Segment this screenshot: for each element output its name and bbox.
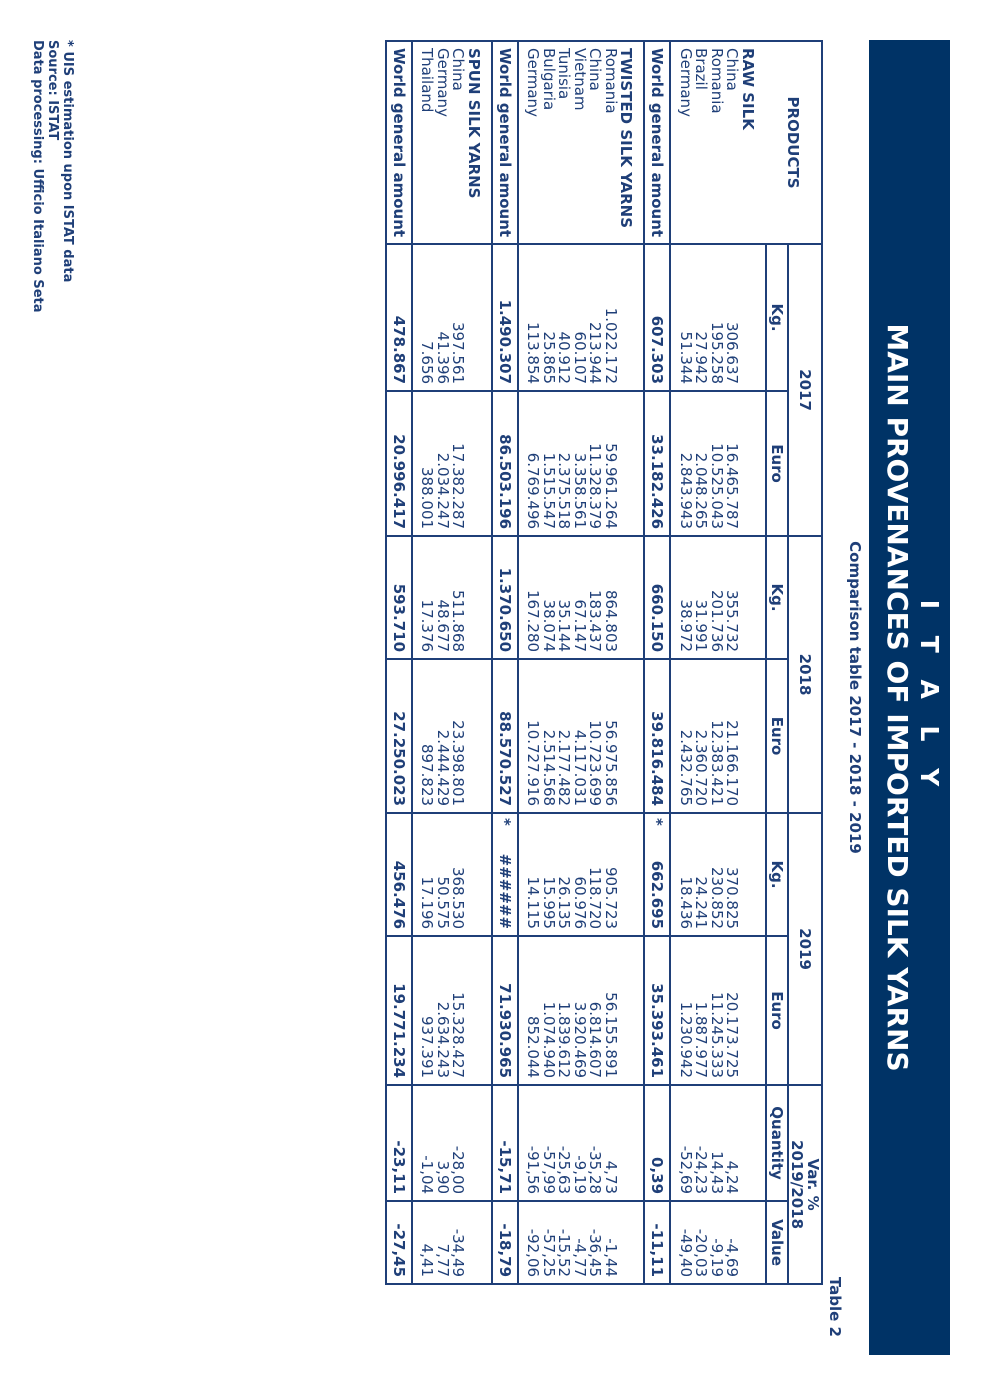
spacer-cell: [755, 244, 766, 391]
value-cell: -52,69: [678, 1085, 694, 1201]
value-cell: 355.732: [724, 536, 740, 659]
value-cell: 51.344: [678, 244, 694, 391]
value-cell: 16.465.787: [724, 391, 740, 536]
header-row-years: [788, 41, 822, 1284]
value-cell: 59.961.264: [603, 391, 619, 536]
value-cell: -92,06: [525, 1201, 541, 1284]
country-cell: Romania: [709, 41, 725, 244]
spacer-cell: [481, 1085, 492, 1201]
empty-cell: [618, 244, 634, 391]
year-2019-header: 2019: [788, 813, 822, 1085]
euro-header-2017: Euro: [766, 391, 788, 536]
table-row: [587, 41, 603, 1284]
total-value: 35.393.461: [645, 936, 671, 1085]
country-cell: Germany: [678, 41, 694, 244]
spacer-cell: [481, 536, 492, 659]
empty-cell: [618, 936, 634, 1085]
value-cell: 18.436: [678, 813, 694, 936]
value-cell: -36,45: [587, 1201, 603, 1284]
value-cell: 397.561: [450, 244, 466, 391]
spacer-cell: [634, 391, 645, 536]
value-cell: 1.074.940: [541, 936, 557, 1085]
value-cell: 183.437: [587, 536, 603, 659]
value-cell: 113.854: [525, 244, 541, 391]
country-cell: China: [450, 41, 466, 244]
value-cell: 118.720: [587, 813, 603, 936]
total-value: -15,71: [492, 1085, 518, 1201]
spacer-cell: [755, 659, 766, 813]
spacer-cell: [755, 813, 766, 936]
total-value: 71.930.965: [492, 936, 518, 1085]
empty-cell: [740, 1201, 756, 1284]
value-cell: -28,00: [450, 1085, 466, 1201]
section-title: TWISTED SILK YARNS: [618, 41, 634, 244]
total-value-text: ######: [496, 853, 514, 930]
section-title: RAW SILK: [740, 41, 756, 244]
kg-header-2019: Kg.: [766, 813, 788, 936]
table-row: [572, 41, 588, 1284]
spacer-row: [481, 41, 492, 1284]
value-cell: 2.634.243: [435, 936, 451, 1085]
table-row: [693, 41, 709, 1284]
table-row: [603, 41, 619, 1284]
page-title: MAIN PROVENANCES OF IMPORTED SILK YARNS: [881, 323, 914, 1072]
empty-cell: [740, 244, 756, 391]
value-cell: 26.135: [556, 813, 572, 936]
value-cell: 41.396: [435, 244, 451, 391]
value-cell: 60.107: [572, 244, 588, 391]
value-cell: 167.280: [525, 536, 541, 659]
total-value: 1.370.650: [492, 536, 518, 659]
value-cell: 56.155.891: [603, 936, 619, 1085]
country-cell: Germany: [525, 41, 541, 244]
spacer-row: [412, 41, 419, 1284]
value-cell: 15.995: [541, 813, 557, 936]
value-cell: 3.920.469: [572, 936, 588, 1085]
var-title: Var. %: [804, 1158, 822, 1211]
year-2018-header: 2018: [788, 536, 822, 813]
value-cell: 56.975.856: [603, 659, 619, 813]
value-cell: 864.803: [603, 536, 619, 659]
empty-cell: [740, 1085, 756, 1201]
table-label: Table 2: [826, 1276, 844, 1337]
value-cell: 937.391: [419, 936, 435, 1085]
value-cell: 388.001: [419, 391, 435, 536]
value-cell: -91,56: [525, 1085, 541, 1201]
value-cell: 48.677: [435, 536, 451, 659]
value-cell: 35.144: [556, 536, 572, 659]
empty-cell: [466, 391, 482, 536]
table-row: [419, 41, 435, 1284]
value-cell: -57,25: [541, 1201, 557, 1284]
subtitle: Comparison table 2017 - 2018 - 2019: [846, 541, 864, 854]
spacer-cell: [481, 391, 492, 536]
value-cell: 3.358.561: [572, 391, 588, 536]
value-cell: -1,44: [603, 1201, 619, 1284]
spacer-cell: [481, 813, 492, 936]
value-cell: 2.375.518: [556, 391, 572, 536]
value-cell: 31.991: [693, 536, 709, 659]
value-cell: -34,49: [450, 1201, 466, 1284]
value-cell: 21.166.170: [724, 659, 740, 813]
spacer-cell: [634, 244, 645, 391]
empty-cell: [466, 1085, 482, 1201]
value-cell: -57,99: [541, 1085, 557, 1201]
spacer-cell: [481, 1201, 492, 1284]
value-cell: 905.723: [603, 813, 619, 936]
value-cell: 201.736: [709, 536, 725, 659]
table-row: [541, 41, 557, 1284]
total-label: World general amount: [645, 41, 671, 244]
quantity-header: Quantity: [766, 1085, 788, 1201]
value-cell: 195.258: [709, 244, 725, 391]
total-row: [645, 41, 671, 1284]
total-value: 86.503.196: [492, 391, 518, 536]
value-cell: 6.769.496: [525, 391, 541, 536]
value-cell: 11.328.379: [587, 391, 603, 536]
estimation-note: * UIS estimation upon ISTAT data: [60, 40, 75, 283]
value-cell: 2.432.765: [678, 659, 694, 813]
var-period: 2019/2018: [788, 1140, 806, 1230]
value-cell: -1,04: [419, 1085, 435, 1201]
value-cell: 38.972: [678, 536, 694, 659]
total-label: World general amount: [492, 41, 518, 244]
spacer-cell: [755, 1085, 766, 1201]
table-body: [386, 41, 766, 1284]
imports-table: [385, 40, 823, 1285]
total-row: [386, 41, 412, 1284]
value-cell: 4,24: [724, 1085, 740, 1201]
value-cell: 25.865: [541, 244, 557, 391]
value-cell: 4,73: [603, 1085, 619, 1201]
value-cell: 230.852: [709, 813, 725, 936]
estimate-mark: *: [648, 818, 667, 826]
value-cell: 852.044: [525, 936, 541, 1085]
spacer-cell: [481, 244, 492, 391]
spacer-cell: [755, 936, 766, 1085]
section-title-row: [740, 41, 756, 1284]
spacer-cell: [634, 536, 645, 659]
spacer-row: [755, 41, 766, 1284]
total-value: 660.150: [645, 536, 671, 659]
empty-cell: [740, 536, 756, 659]
section-title-row: [466, 41, 482, 1284]
table-row: [450, 41, 466, 1284]
spacer-row: [671, 41, 678, 1284]
value-cell: 3,90: [435, 1085, 451, 1201]
table-row: [678, 41, 694, 1284]
country-cell: Romania: [603, 41, 619, 244]
country-cell: Vietnam: [572, 41, 588, 244]
total-value: 478.867: [386, 244, 412, 391]
processing-note: Data processing: Ufficio Italiano Seta: [30, 40, 45, 313]
country-cell: Thailand: [419, 41, 435, 244]
value-cell: 11.245.333: [709, 936, 725, 1085]
country-cell: China: [587, 41, 603, 244]
total-value: -11,11: [645, 1201, 671, 1284]
empty-cell: [740, 659, 756, 813]
value-cell: -15,52: [556, 1201, 572, 1284]
spacer-cell: [634, 1085, 645, 1201]
value-cell: -25,63: [556, 1085, 572, 1201]
value-cell: 7.656: [419, 244, 435, 391]
spacer-cell: [634, 659, 645, 813]
euro-header-2019: Euro: [766, 936, 788, 1085]
value-cell: 213.944: [587, 244, 603, 391]
table-row: [525, 41, 541, 1284]
value-cell: -24,23: [693, 1085, 709, 1201]
table-row: [709, 41, 725, 1284]
total-value: 593.710: [386, 536, 412, 659]
total-value: 1.490.307: [492, 244, 518, 391]
total-value: 88.570.527: [492, 659, 518, 813]
empty-cell: [466, 1201, 482, 1284]
value-cell: 50.575: [435, 813, 451, 936]
title-banner: [869, 40, 950, 1355]
year-2017-header: 2017: [788, 244, 822, 536]
value-cell: 2.843.943: [678, 391, 694, 536]
value-cell: -4,77: [572, 1201, 588, 1284]
value-cell: -49,40: [678, 1201, 694, 1284]
value-cell: 10.723.699: [587, 659, 603, 813]
total-value: 20.996.417: [386, 391, 412, 536]
value-cell: 10.727.916: [525, 659, 541, 813]
variation-header: [788, 1085, 822, 1284]
country-cell: China: [724, 41, 740, 244]
empty-cell: [618, 659, 634, 813]
empty-cell: [466, 536, 482, 659]
empty-cell: [618, 1201, 634, 1284]
source-note: Source: ISTAT: [45, 40, 60, 141]
value-cell: -35,28: [587, 1085, 603, 1201]
spacer-row: [518, 41, 525, 1284]
country-cell: Brazil: [693, 41, 709, 244]
empty-cell: [618, 1085, 634, 1201]
empty-cell: [740, 936, 756, 1085]
total-value: 27.250.023: [386, 659, 412, 813]
value-cell: 368.530: [450, 813, 466, 936]
value-cell: 370.825: [724, 813, 740, 936]
value-cell: 897.823: [419, 659, 435, 813]
value-cell: 2.034.247: [435, 391, 451, 536]
value-cell: 1.515.547: [541, 391, 557, 536]
value-cell: 2.514.568: [541, 659, 557, 813]
value-cell: 17.382.287: [450, 391, 466, 536]
value-cell: 17.196: [419, 813, 435, 936]
spacer-cell: [481, 659, 492, 813]
spacer-row: [634, 41, 645, 1284]
value-cell: -9,19: [709, 1201, 725, 1284]
total-value: 456.476: [386, 813, 412, 936]
total-value: 39.816.484: [645, 659, 671, 813]
table-row: [724, 41, 740, 1284]
value-cell: 24.241: [693, 813, 709, 936]
value-cell: 14.115: [525, 813, 541, 936]
value-cell: 4,41: [419, 1201, 435, 1284]
total-value: 0,39: [645, 1085, 671, 1201]
empty-cell: [466, 936, 482, 1085]
value-cell: 511.868: [450, 536, 466, 659]
value-cell: 1.230.942: [678, 936, 694, 1085]
value-cell: 1.839.612: [556, 936, 572, 1085]
country-cell: Tunisia: [556, 41, 572, 244]
empty-cell: [466, 244, 482, 391]
spacer-cell: [755, 536, 766, 659]
value-cell: 7,77: [435, 1201, 451, 1284]
value-cell: 306.637: [724, 244, 740, 391]
empty-cell: [618, 813, 634, 936]
value-cell: 40.912: [556, 244, 572, 391]
kg-header-2018: Kg.: [766, 536, 788, 659]
total-value: 607.303: [645, 244, 671, 391]
empty-cell: [740, 813, 756, 936]
spacer-cell: [481, 936, 492, 1085]
value-cell: 1.022.172: [603, 244, 619, 391]
value-cell: 14,43: [709, 1085, 725, 1201]
empty-cell: [618, 536, 634, 659]
value-cell: -20,03: [693, 1201, 709, 1284]
total-value-text: 662.695: [648, 860, 667, 930]
value-cell: 2.444.429: [435, 659, 451, 813]
spacer-cell: [755, 1201, 766, 1284]
table-row: [556, 41, 572, 1284]
kg-header-2017: Kg.: [766, 244, 788, 391]
value-cell: 23.398.801: [450, 659, 466, 813]
country-title: I T A L Y: [915, 599, 944, 796]
spacer-cell: [634, 41, 645, 244]
value-cell: 2.360.720: [693, 659, 709, 813]
total-value: -27,45: [386, 1201, 412, 1284]
total-value: -23,11: [386, 1085, 412, 1201]
total-value: [492, 813, 518, 936]
empty-cell: [466, 659, 482, 813]
euro-header-2018: Euro: [766, 659, 788, 813]
country-cell: Germany: [435, 41, 451, 244]
value-cell: 2.177.482: [556, 659, 572, 813]
value-cell: 10.525.043: [709, 391, 725, 536]
value-cell: 15.328.427: [450, 936, 466, 1085]
total-label: World general amount: [386, 41, 412, 244]
section-title: SPUN SILK YARNS: [466, 41, 482, 244]
value-cell: 20.173.725: [724, 936, 740, 1085]
value-cell: -4,69: [724, 1201, 740, 1284]
country-cell: Bulgaria: [541, 41, 557, 244]
spacer-cell: [755, 391, 766, 536]
value-cell: 4.117.031: [572, 659, 588, 813]
total-value: [645, 813, 671, 936]
empty-cell: [618, 391, 634, 536]
spacer-cell: [634, 813, 645, 936]
total-value: 19.771.234: [386, 936, 412, 1085]
value-cell: 38.074: [541, 536, 557, 659]
total-value: -18,79: [492, 1201, 518, 1284]
value-header: Value: [766, 1201, 788, 1284]
section-title-row: [618, 41, 634, 1284]
total-value: 33.182.426: [645, 391, 671, 536]
value-cell: 2.048.265: [693, 391, 709, 536]
products-header: PRODUCTS: [766, 41, 822, 244]
empty-cell: [466, 813, 482, 936]
estimate-mark: *: [496, 818, 514, 826]
value-cell: 67.147: [572, 536, 588, 659]
value-cell: 12.383.421: [709, 659, 725, 813]
value-cell: 6.814.607: [587, 936, 603, 1085]
table-row: [435, 41, 451, 1284]
total-row: [492, 41, 518, 1284]
value-cell: -9,19: [572, 1085, 588, 1201]
value-cell: 60.976: [572, 813, 588, 936]
empty-cell: [740, 391, 756, 536]
value-cell: 27.942: [693, 244, 709, 391]
value-cell: 1.887.977: [693, 936, 709, 1085]
footnotes: [30, 40, 75, 313]
spacer-cell: [634, 1201, 645, 1284]
value-cell: 17.376: [419, 536, 435, 659]
spacer-cell: [634, 936, 645, 1085]
